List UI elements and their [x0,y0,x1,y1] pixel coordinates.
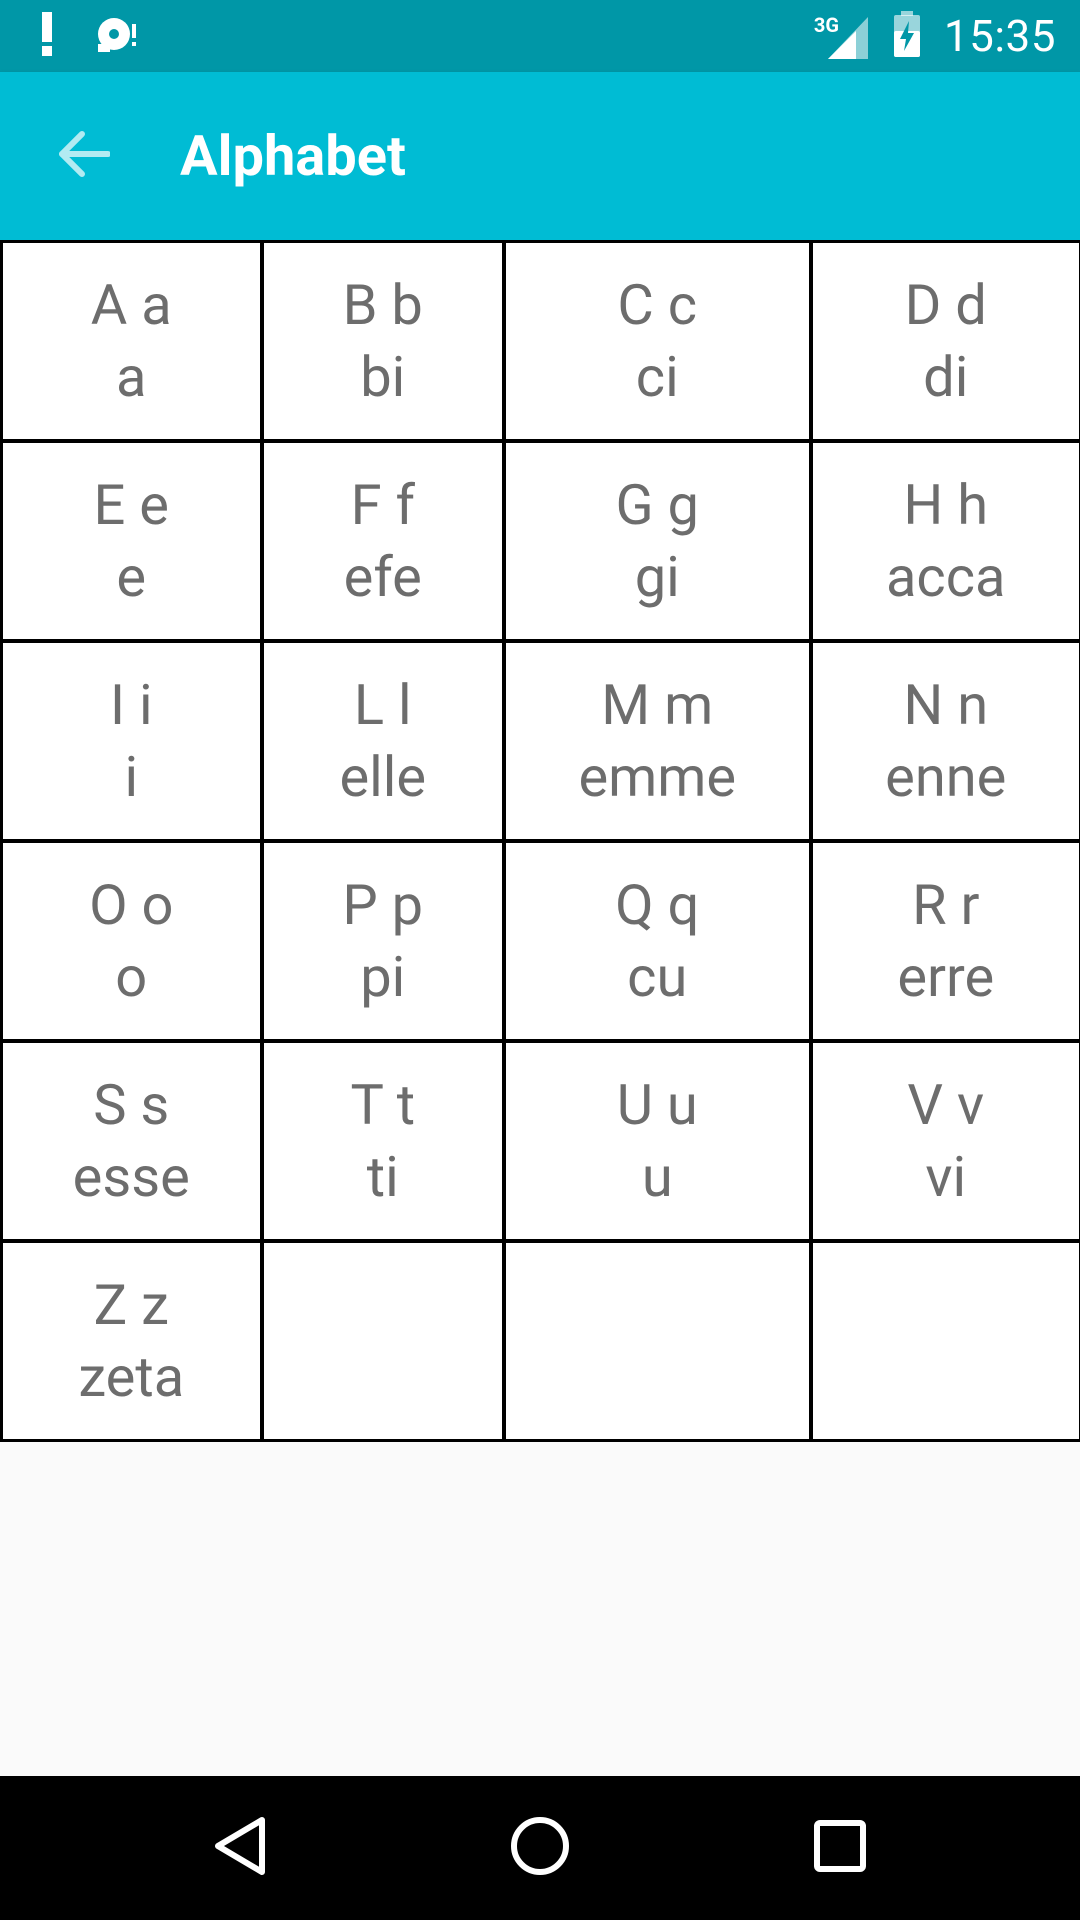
cell-letters: I i [109,671,153,738]
letter-cell-h[interactable] [810,440,1080,642]
cell-letters: A a [90,271,172,338]
cell-letters: F f [350,471,415,538]
nav-back-button[interactable] [204,1812,276,1884]
letter-cell-p[interactable] [261,840,505,1042]
cell-name: enne [885,743,1007,810]
home-circle-icon [508,1814,572,1882]
empty-cell [261,1240,505,1442]
letter-cell-e[interactable] [0,440,263,642]
sd-card-icon [94,14,140,58]
cell-letters: C c [617,271,698,338]
cell-letters: Q q [615,871,700,938]
cell-letters: E e [93,471,169,538]
back-button[interactable] [50,122,118,190]
recents-square-icon [812,1818,868,1878]
alert-icon [40,12,54,60]
letter-cell-v[interactable] [810,1040,1080,1242]
cell-letters: D d [904,271,987,338]
cell-name: ti [366,1143,399,1210]
cell-letters: O o [89,871,174,938]
cell-name: o [115,943,148,1010]
letter-cell-r[interactable] [810,840,1080,1042]
cell-letters: B b [342,271,423,338]
letter-cell-d[interactable] [810,240,1080,442]
clock: 15:35 [943,10,1056,62]
cell-name: elle [339,743,427,810]
cell-letters: T t [350,1071,416,1138]
cell-name: a [116,343,147,410]
cell-letters: N n [903,671,989,738]
signal-icon [814,13,870,59]
cell-letters: G g [615,471,699,538]
cell-letters: L l [353,671,412,738]
cell-letters: R r [912,871,980,938]
letter-cell-n[interactable] [810,640,1080,842]
nav-home-button[interactable] [504,1812,576,1884]
status-bar [0,0,1080,72]
back-triangle-icon [210,1814,270,1882]
letter-cell-i[interactable] [0,640,263,842]
cell-letters: M m [601,671,714,738]
letter-cell-z[interactable] [0,1240,263,1442]
cell-name: vi [925,1143,967,1210]
cell-name: erre [897,943,995,1010]
alphabet-grid [0,240,1080,1440]
empty-cell [810,1240,1080,1442]
letter-cell-a[interactable] [0,240,263,442]
letter-cell-m[interactable] [503,640,812,842]
letter-cell-u[interactable] [503,1040,812,1242]
cell-name: ci [635,343,679,410]
cell-name: e [116,543,147,610]
cell-name: zeta [78,1343,185,1410]
letter-cell-t[interactable] [261,1040,505,1242]
cell-name: emme [578,743,737,810]
cell-letters: S s [93,1071,170,1138]
battery-charging-icon [892,11,922,61]
cell-name: bi [360,343,406,410]
arrow-back-icon [58,131,110,181]
letter-cell-f[interactable] [261,440,505,642]
letter-cell-q[interactable] [503,840,812,1042]
letter-cell-o[interactable] [0,840,263,1042]
navigation-bar [0,1776,1080,1920]
letter-cell-b[interactable] [261,240,505,442]
app-bar [0,72,1080,240]
cell-name: gi [634,543,680,610]
cell-letters: P p [342,871,424,938]
cell-letters: V v [907,1071,985,1138]
cell-name: pi [360,943,406,1010]
cell-letters: H h [903,471,989,538]
page-title: Alphabet [180,123,406,189]
cell-name: u [641,1143,673,1210]
cell-name: acca [885,543,1006,610]
letter-cell-c[interactable] [503,240,812,442]
letter-cell-s[interactable] [0,1040,263,1242]
cell-letters: U u [616,1071,698,1138]
letter-cell-g[interactable] [503,440,812,642]
network-type-label: 3G [813,13,840,37]
cell-name: di [923,343,969,410]
nav-recents-button[interactable] [804,1812,876,1884]
cell-name: cu [627,943,688,1010]
cell-name: i [124,743,139,810]
cell-name: esse [72,1143,190,1210]
cell-letters: Z z [93,1271,169,1338]
letter-cell-l[interactable] [261,640,505,842]
cell-name: efe [343,543,422,610]
empty-cell [503,1240,812,1442]
